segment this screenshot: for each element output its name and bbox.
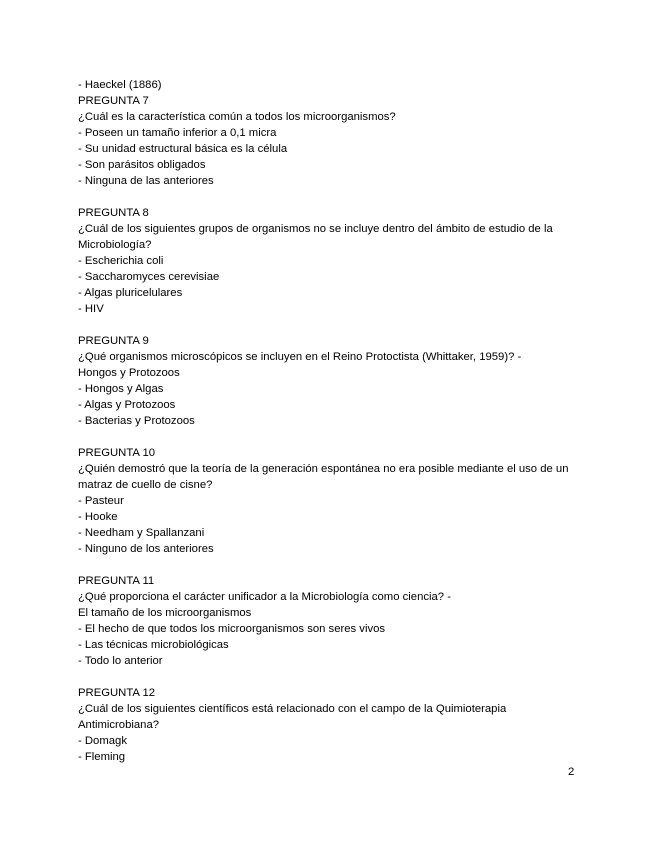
question-10-option-2: - Hooke [78, 511, 118, 523]
question-7-option-1: - Poseen un tamaño inferior a 0,1 micra [78, 127, 277, 139]
question-11-option-2: - Las técnicas microbiológicas [78, 639, 229, 651]
question-8-text-line-1: ¿Cuál de los siguientes grupos de organismos no se incluye dentro del ámbito de estudio de la [78, 223, 553, 235]
question-10-text-line-1: ¿Quién demostró que la teoría de la generación espontánea no era posible mediante el uso de un [78, 463, 569, 475]
previous-option-line: - Haeckel (1886) [78, 79, 162, 91]
question-12-text-line-1: ¿Cuál de los siguientes científicos está relacionado con el campo de la Quimioterapia [78, 703, 507, 715]
question-11 [78, 573, 576, 669]
question-9-option-2: - Algas y Protozoos [78, 399, 176, 411]
question-10-heading: PREGUNTA 10 [78, 447, 156, 459]
question-10-option-3: - Needham y Spallanzani [78, 527, 205, 539]
question-7-option-2: - Su unidad estructural básica es la célula [78, 143, 288, 155]
question-8-option-2: - Saccharomyces cerevisiae [78, 271, 220, 283]
question-8-option-4: - HIV [78, 303, 104, 315]
question-7-option-3: - Son parásitos obligados [78, 159, 206, 171]
spacer [78, 429, 576, 445]
question-9-option-1: - Hongos y Algas [78, 383, 164, 395]
question-9-text-line-2: Hongos y Protozoos [78, 367, 180, 379]
spacer [78, 317, 576, 333]
question-12 [78, 685, 576, 765]
spacer [78, 669, 576, 685]
question-8-text-line-2: Microbiología? [78, 239, 152, 251]
question-7-option-4: - Ninguna de las anteriores [78, 175, 214, 187]
spacer [78, 189, 576, 205]
question-12-heading: PREGUNTA 12 [78, 687, 156, 699]
question-12-option-2: - Fleming [78, 751, 126, 763]
question-12-text-line-2: Antimicrobiana? [78, 719, 160, 731]
question-10 [78, 445, 576, 557]
question-11-option-1: - El hecho de que todos los microorganismos son seres vivos [78, 623, 386, 635]
question-8-heading: PREGUNTA 8 [78, 207, 149, 219]
question-11-option-3: - Todo lo anterior [78, 655, 163, 667]
question-11-text-line-2: El tamaño de los microorganismos [78, 607, 252, 619]
question-10-text-line-2: matraz de cuello de cisne? [78, 479, 213, 491]
question-10-option-1: - Pasteur [78, 495, 124, 507]
question-9-heading: PREGUNTA 9 [78, 335, 149, 347]
document-page [78, 77, 576, 765]
question-12-option-1: - Domagk [78, 735, 127, 747]
question-7-heading: PREGUNTA 7 [78, 95, 149, 107]
question-9 [78, 333, 576, 429]
question-8-option-1: - Escherichia coli [78, 255, 164, 267]
question-8 [78, 205, 576, 317]
spacer [78, 557, 576, 573]
question-9-option-3: - Bacterias y Protozoos [78, 415, 195, 427]
question-8-option-3: - Algas pluricelulares [78, 287, 183, 299]
question-7 [78, 93, 576, 189]
question-10-option-4: - Ninguno de los anteriores [78, 543, 214, 555]
question-9-text-line-1: ¿Qué organismos microscópicos se incluyen en el Reino Protoctista (Whittaker, 1959)? - [78, 351, 522, 363]
question-11-text-line-1: ¿Qué proporciona el carácter unificador a la Microbiología como ciencia? - [78, 591, 451, 603]
question-11-heading: PREGUNTA 11 [78, 575, 155, 587]
question-7-text: ¿Cuál es la característica común a todos los microorganismos? [78, 111, 396, 123]
page-number: 2 [568, 766, 575, 778]
